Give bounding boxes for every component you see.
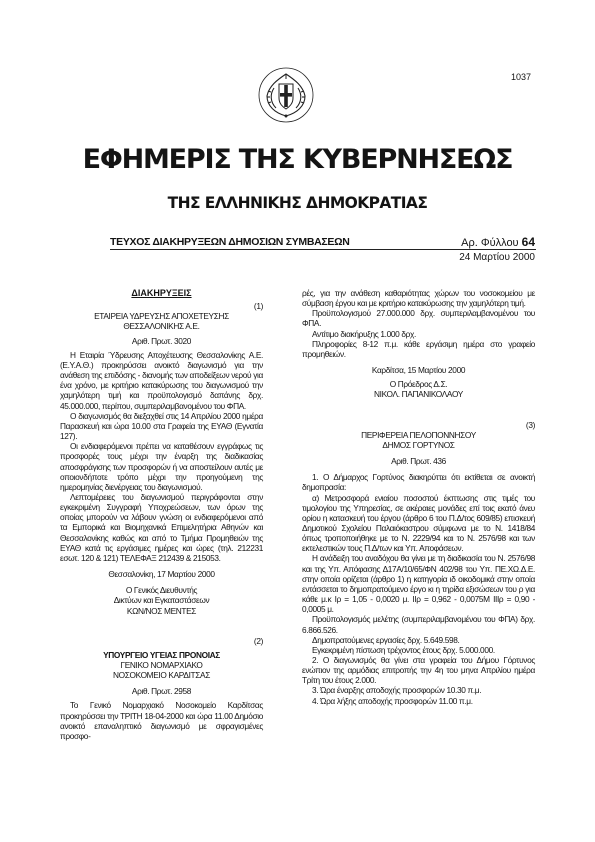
left-column [60, 288, 263, 741]
notice-org: ΠΕΡΙΦΕΡΕΙΑ ΠΕΛΟΠΟΝΝΗΣΟΥ [361, 429, 476, 440]
notice-number: (1) [253, 301, 263, 312]
notice-ref: Αριθ. Πρωτ. 436 [391, 456, 446, 467]
notice-paragraph: Ο διαγωνισμός θα διεξαχθεί στις 14 Απριλίου 2000 ημέρα Παρασκευή και ώρα 10.00 στα Γραφεία της ΕΥΑΘ (Εγνατία 127). [60, 410, 263, 442]
place-date: Θεσσαλονίκη, 17 Μαρτίου 2000 [108, 569, 215, 580]
section-heading: ΔΙΑΚΗΡΥΞΕΙΣ [131, 288, 192, 298]
notice-number: (3) [525, 419, 535, 430]
sheet-number-value: 64 [521, 235, 535, 249]
notice-ref: Αριθ. Πρωτ. 2958 [131, 686, 192, 697]
notice-paragraph: Το Γενικό Νομαρχιακό Νοσοκομείο Καρδίτσας προκηρύσσει την ΤΡΙΤΗ 18-04-2000 και ώρα 11.00 Δημόσιο ανοικτό επαναληπτικό διαγωνισμό με σφραγισμένες προσφο- [60, 700, 263, 741]
place-date: Καρδίτσα, 15 Μαρτίου 2000 [371, 365, 466, 376]
notice-paragraph: 3. Ώρα έναρξης αποδοχής προσφορών 10.30 π.μ. [312, 685, 482, 696]
gazette-title: ΕΦΗΜΕΡΙΣ ΤΗΣ ΚΥΒΕΡΝΗΣΕΩΣ [82, 144, 513, 175]
notice-paragraph: 2. Ο διαγωνισμός θα γίνει στα γραφεία του Δήμου Γόρτυνος ενώπιον της αρμόδιας επιτροπής την 4η του μηνα Απριλίου ημέρα Τρίτη του έτους 2.000. [302, 655, 535, 686]
signatory-title: Ο Πρόεδρος Δ.Σ. [389, 379, 448, 390]
notice-paragraph: Λεπτομέρειες του διαγωνισμού περιγράφονται στην εγκεκριμένη Συγγραφή Υποχρεώσεων, των όρων της οποίας μπορούν να λάβουν γνώση οι ενδιαφερόμενοι από τα Εμπορικά και Βιομηχανικά Επιμελητήρια Αθηνών και Θεσσαλονίκης καθώς και από το Τμήμα Προμηθειών της ΕΥΑΘ κατά τις εργάσιμες ημέρες και ώρες (τηλ. 212231 εσωτ. 120 & 121) ΤΕΛΕΦΑΞ 212439 & 215053. [60, 491, 263, 563]
notice-paragraph: ρές, για την ανάθεση καθαριότητας χώρων του νοσοκομείου με σύμβαση έργου και με κριτήριο κατακύρωσης την χαμηλότερη τιμή. [302, 288, 535, 309]
notice-paragraph: Αντίτιμο διακήρυξης 1.000 δρχ. [312, 328, 416, 339]
page-number: 1037 [511, 72, 532, 82]
notice-paragraph: Η Εταιρία Ύδρευσης Αποχέτευσης Θεσσαλονίκης Α.Ε. (Ε.Υ.Α.Θ.) προκηρύσσει ανοικτό διαγωνισμό για την ανάθεση της επιδόσης - διανομής των αποδείξεων νερού για ένα χρόνο, με κριτήριο κατακύρωσης του διαγωνισμού την χαμηλότερη τιμή και προϋπολογισμό δαπάνης δρχ. 45.000.000, περίπου, συμπεριλαμβανομένου του ΦΠΑ. [60, 349, 263, 411]
notice-org: ΕΤΑΙΡΕΙΑ ΥΔΡΕΥΣΗΣ ΑΠΟΧΕΤΕΥΣΗΣ [94, 311, 229, 322]
notice-paragraph: 1. Ο Δήμαρχος Γορτύνος διακηρύττει ότι εκτίθεται σε ανοικτή δημοπρασία: [302, 472, 535, 493]
notice-ref: Αριθ. Πρωτ. 3020 [131, 335, 192, 346]
notice-paragraph: Δημοπρατούμενες εργασίες δρχ. 5.649.598. [312, 634, 460, 645]
sheet-label: Αρ. Φύλλου [461, 237, 519, 249]
notice-number: (2) [253, 635, 263, 646]
signatory-title: Ο Γενικός Διευθυντής [125, 585, 198, 596]
greek-coat-of-arms-icon [257, 66, 315, 124]
sheet-number [461, 235, 535, 249]
notice-paragraph: Πληροφορίες 8-12 π.μ. κάθε εργάσιμη ημέρα στο γραφείο προμηθειών. [302, 338, 535, 359]
notice-paragraph: Οι ενδιαφερόμενοι πρέπει να καταθέσουν εγγράφως τις προσφορές τους μέχρι την έναρξη της διαδικασίας αποσφράγισης των προσφορών ή να αποστείλουν αυτές με οποιονδήποτε τρόπο μέχρι την προηγούμενη της ημερομηνίας διενέργειας του διαγωνισμού. [60, 441, 263, 492]
signatory-name: ΝΙΚΟΛ. ΠΑΠΑΝΙΚΟΛΑΟΥ [374, 389, 463, 400]
right-column [302, 288, 535, 706]
issue-label: ΤΕΥΧΟΣ ΔΙΑΚΗΡΥΞΕΩΝ ΔΗΜΟΣΙΩΝ ΣΥΜΒΑΣΕΩΝ [110, 236, 350, 248]
notice-org: ΥΠΟΥΡΓΕΙΟ ΥΓΕΙΑΣ ΠΡΟΝΟΙΑΣ [103, 649, 220, 660]
notice-org: ΔΗΜΟΣ ΓΟΡΤΥΝΟΣ [382, 439, 455, 450]
issue-date: 24 Μαρτίου 2000 [459, 252, 535, 263]
notice-paragraph: Προϋπολογισμός μελέτης (συμπεριλαμβανομένου του ΦΠΑ) δρχ. 6.866.526. [302, 614, 535, 635]
notice-org: ΓΕΝΙΚΟ ΝΟΜΑΡΧΙΑΚΟ [120, 660, 203, 670]
notice-paragraph: α) Μετροσφορά ενιαίου ποσοστού έκπτωσης στις τιμές του τιμολογίου της Υπηρεσίας, σε ακέραιες μονάδες επί τοις εκατό άνευ ορίου η κατασκευή του έργου (άρθρο 6 του Π.Δ/τος 609/85) επισκευή Δημοτικού Σχολείου Παλαιόκαστρου σύμφωνα με το Ν. 1418/84 όπως τροποποιήθηκε με το Ν. 2229/94 και το Ν. 2576/98 και των εκτελεστικών τους Π.Δ/των και Υπ. Αποφάσεων. [302, 492, 535, 554]
signatory-name: ΚΩΝ/ΝΟΣ ΜΕΝΤΕΣ [126, 605, 197, 616]
header-rule [110, 249, 536, 250]
notice-paragraph: Προϋπολογισμού 27.000.000 δρχ. συμπεριλαμβανομένου του ΦΠΑ. [302, 308, 535, 329]
notice-paragraph: Η ανάδειξη του αναδόχου θα γίνει με τη διαδικασία του Ν. 2576/98 και της Υπ. Απόφασης Δ17Α/10/65/ΦΝ 402/98 του Υπ. ΠΕ.ΧΩ.Δ.Ε. στην οποία ορίζεται (άρθρο 1) η κατηγορία ιδ οικοδομικά στην οποία εντάσσεται το δημοπρατούμενο έργο κι η τηρίδα εξισώσεων του ρ για κάθε μ.κ Ιρ = 1,05 - 0,0020 μ. ΙΙρ = 0,962 - 0,0075Μ ΙΙΙρ = 0,90 - 0,0005 μ. [302, 553, 535, 615]
notice-org: ΝΟΣΟΚΟΜΕΙΟ ΚΑΡΔΙΤΣΑΣ [113, 670, 210, 681]
signatory-title: Δικτύων και Εγκαταστάσεων [113, 595, 210, 606]
notice-org: ΘΕΣΣΑΛΟΝΙΚΗΣ Α.Ε. [123, 321, 200, 332]
gazette-subtitle: ΤΗΣ ΕΛΛΗΝΙΚΗΣ ΔΗΜΟΚΡΑΤΙΑΣ [167, 194, 428, 212]
notice-paragraph: Εγκεκριμένη πίστωση τρέχοντος έτους δρχ. 5.000.000. [312, 644, 495, 655]
notice-paragraph: 4. Ώρα λήξης αποδοχής προσφορών 11.00 π.μ. [312, 695, 473, 706]
